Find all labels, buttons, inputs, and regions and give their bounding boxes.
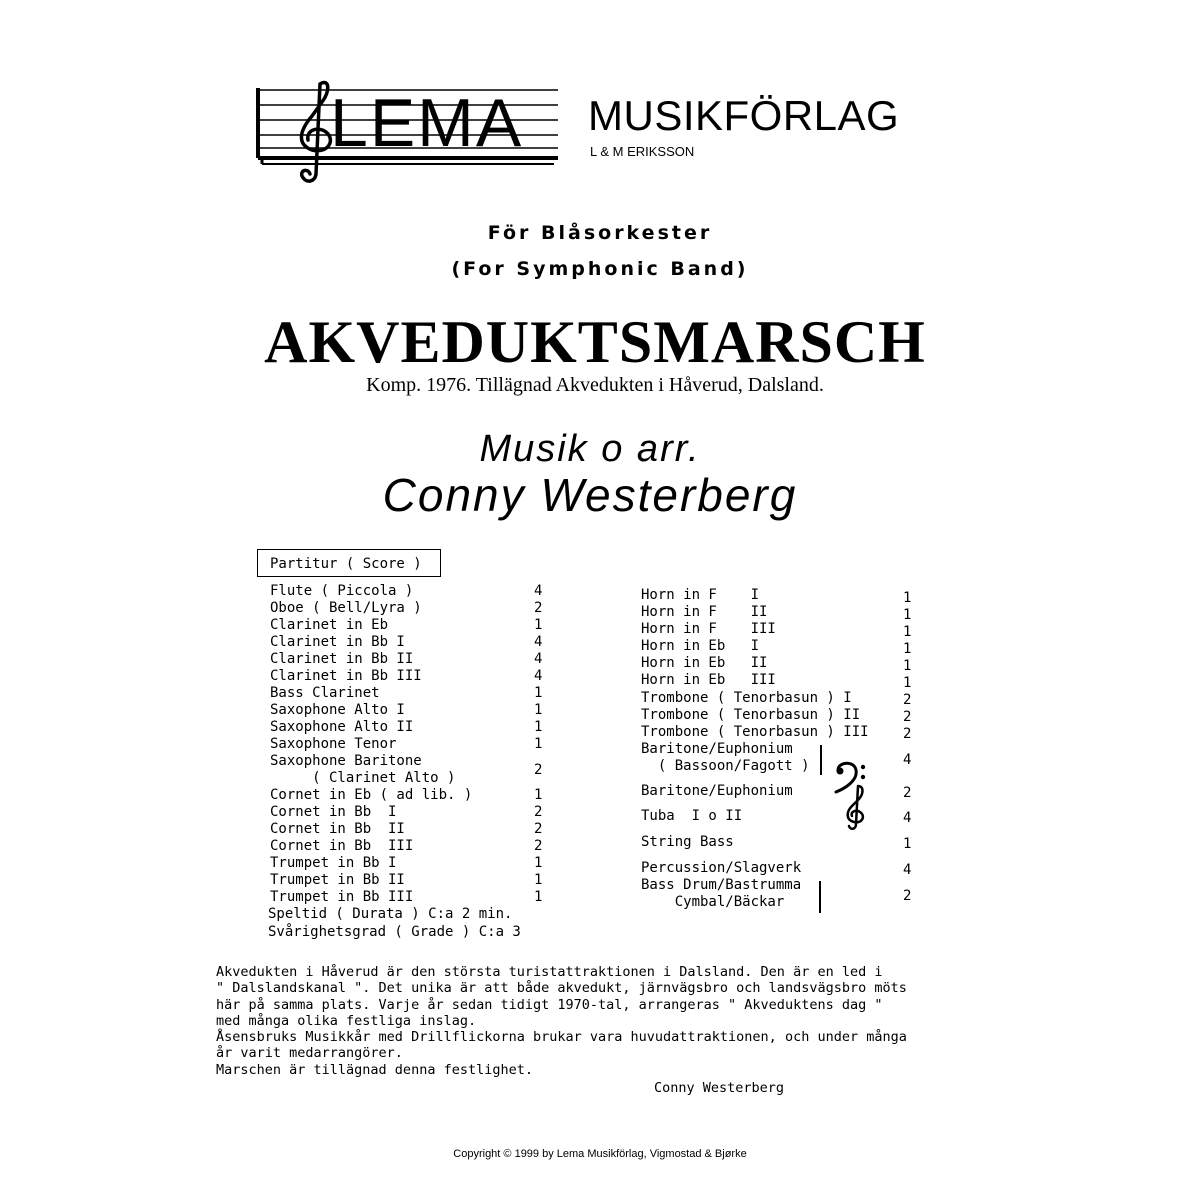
part-name: Horn in Eb III [641,672,776,688]
part-quantity: 2 [534,821,543,837]
logo-text: LEMA [330,85,524,161]
part-name: Horn in F III [641,621,776,637]
part-quantity: 4 [903,862,912,878]
part-quantity: 1 [903,658,912,674]
part-quantity: 2 [903,726,912,742]
part-quantity: 2 [534,762,543,778]
part-quantity: 1 [534,702,543,718]
ensemble-subtitle-english: (For Symphonic Band) [451,258,749,280]
part-name: Bass Clarinet [270,685,380,701]
part-name: Saxophone Alto I [270,702,405,718]
part-name: Trumpet in Bb II [270,872,405,888]
part-quantity: 1 [903,641,912,657]
part-quantity: 2 [903,692,912,708]
description-line: här på samma plats. Varje år sedan tidigt 1970-tal, arrangeras " Akveduktens dag " [216,996,883,1013]
description-text [216,964,907,1078]
part-name: ( Clarinet Alto ) [270,770,456,786]
part-name: Clarinet in Bb III [270,668,422,684]
part-quantity: 1 [534,685,543,701]
copyright-notice: Copyright © 1999 by Lema Musikförlag, Vigmostad & Bjørke [453,1148,747,1160]
part-name: Oboe ( Bell/Lyra ) [270,600,422,616]
part-name: Trumpet in Bb III [270,889,414,905]
part-name: Clarinet in Bb I [270,634,405,650]
part-quantity: 2 [903,888,912,904]
part-quantity: 1 [534,617,543,633]
part-name: Cymbal/Bäckar [641,894,785,910]
composition-note: Komp. 1976. Tillägnad Akvedukten i Håverud, Dalsland. [366,374,824,396]
part-quantity: 1 [903,590,912,606]
part-quantity: 1 [903,607,912,623]
part-name: Horn in F II [641,604,768,620]
bassoon-bracket [820,745,822,775]
part-name: Horn in Eb I [641,638,760,654]
part-name: Clarinet in Eb [270,617,389,633]
composer-name: Conny Westerberg [382,469,798,521]
signature: Conny Westerberg [654,1080,785,1096]
grade-info: Svårighetsgrad ( Grade ) C:a 3 [268,924,521,940]
ensemble-subtitle-swedish: För Blåsorkester [487,222,713,244]
part-name: Trombone ( Tenorbasun ) III [641,724,869,740]
part-quantity: 1 [534,855,543,871]
part-name: Trombone ( Tenorbasun ) II [641,707,861,723]
part-name: Baritone/Euphonium [641,783,793,799]
music-arrangement-label: Musik o arr. [479,428,701,470]
part-name: Cornet in Bb I [270,804,397,820]
part-quantity: 1 [534,736,543,752]
description-line: Akvedukten i Håverud är den största turistattraktionen i Dalsland. Den är en led i [216,964,883,980]
part-quantity: 1 [903,675,912,691]
part-name: Tuba I o II [641,808,743,824]
description-line: år varit medarrangörer. [216,1045,403,1062]
part-name: Baritone/Euphonium [641,741,793,757]
part-name: ( Bassoon/Fagott ) [641,758,810,774]
part-quantity: 1 [534,889,543,905]
part-name: String Bass [641,834,734,850]
part-name: Clarinet in Bb II [270,651,414,667]
publisher-name: MUSIKFÖRLAG [588,92,900,139]
treble-clef-icon [836,766,868,835]
description-line: Åsensbruks Musikkår med Drillflickorna brukar vara huvudattraktionen, och under många [216,1029,907,1046]
part-quantity: 4 [534,651,543,667]
part-quantity: 2 [534,600,543,616]
part-quantity: 1 [534,787,543,803]
part-name: Cornet in Bb III [270,838,414,854]
part-quantity: 1 [903,836,912,852]
part-quantity: 1 [903,624,912,640]
part-name: Trombone ( Tenorbasun ) I [641,690,852,706]
part-name: Percussion/Slagverk [641,860,802,876]
publisher-subtitle: L & M ERIKSSON [590,144,695,159]
description-line: med många olika festliga inslag. [216,1012,477,1029]
part-quantity: 2 [903,709,912,725]
part-quantity: 2 [534,838,543,854]
part-quantity: 4 [534,634,543,650]
score-label: Partitur ( Score ) [270,556,422,572]
part-name: Saxophone Baritone [270,753,422,769]
part-name: Cornet in Bb II [270,821,405,837]
part-name: Saxophone Alto II [270,719,414,735]
part-quantity: 2 [534,804,543,820]
duration-info: Speltid ( Durata ) C:a 2 min. [268,906,513,922]
part-name: Flute ( Piccola ) [270,583,414,599]
part-quantity: 4 [903,810,912,826]
part-name: Cornet in Eb ( ad lib. ) [270,787,473,803]
description-line: Marschen är tillägnad denna festlighet. [216,1061,533,1078]
part-quantity: 1 [534,872,543,888]
part-quantity: 4 [534,668,543,684]
part-name: Trumpet in Bb I [270,855,397,871]
page-title: AKVEDUKTSMARSCH [264,309,926,375]
part-quantity: 4 [534,583,543,599]
part-name: Horn in Eb II [641,655,768,671]
percussion-bracket [819,881,821,913]
description-line: " Dalslandskanal ". Det unika är att både akvedukt, järnvägsbro och landsvägsbro möts [216,980,907,997]
part-quantity: 4 [903,752,912,768]
part-name: Bass Drum/Bastrumma [641,877,802,893]
part-name: Horn in F I [641,587,760,603]
part-quantity: 1 [534,719,543,735]
part-name: Saxophone Tenor [270,736,397,752]
part-quantity: 2 [903,785,912,801]
